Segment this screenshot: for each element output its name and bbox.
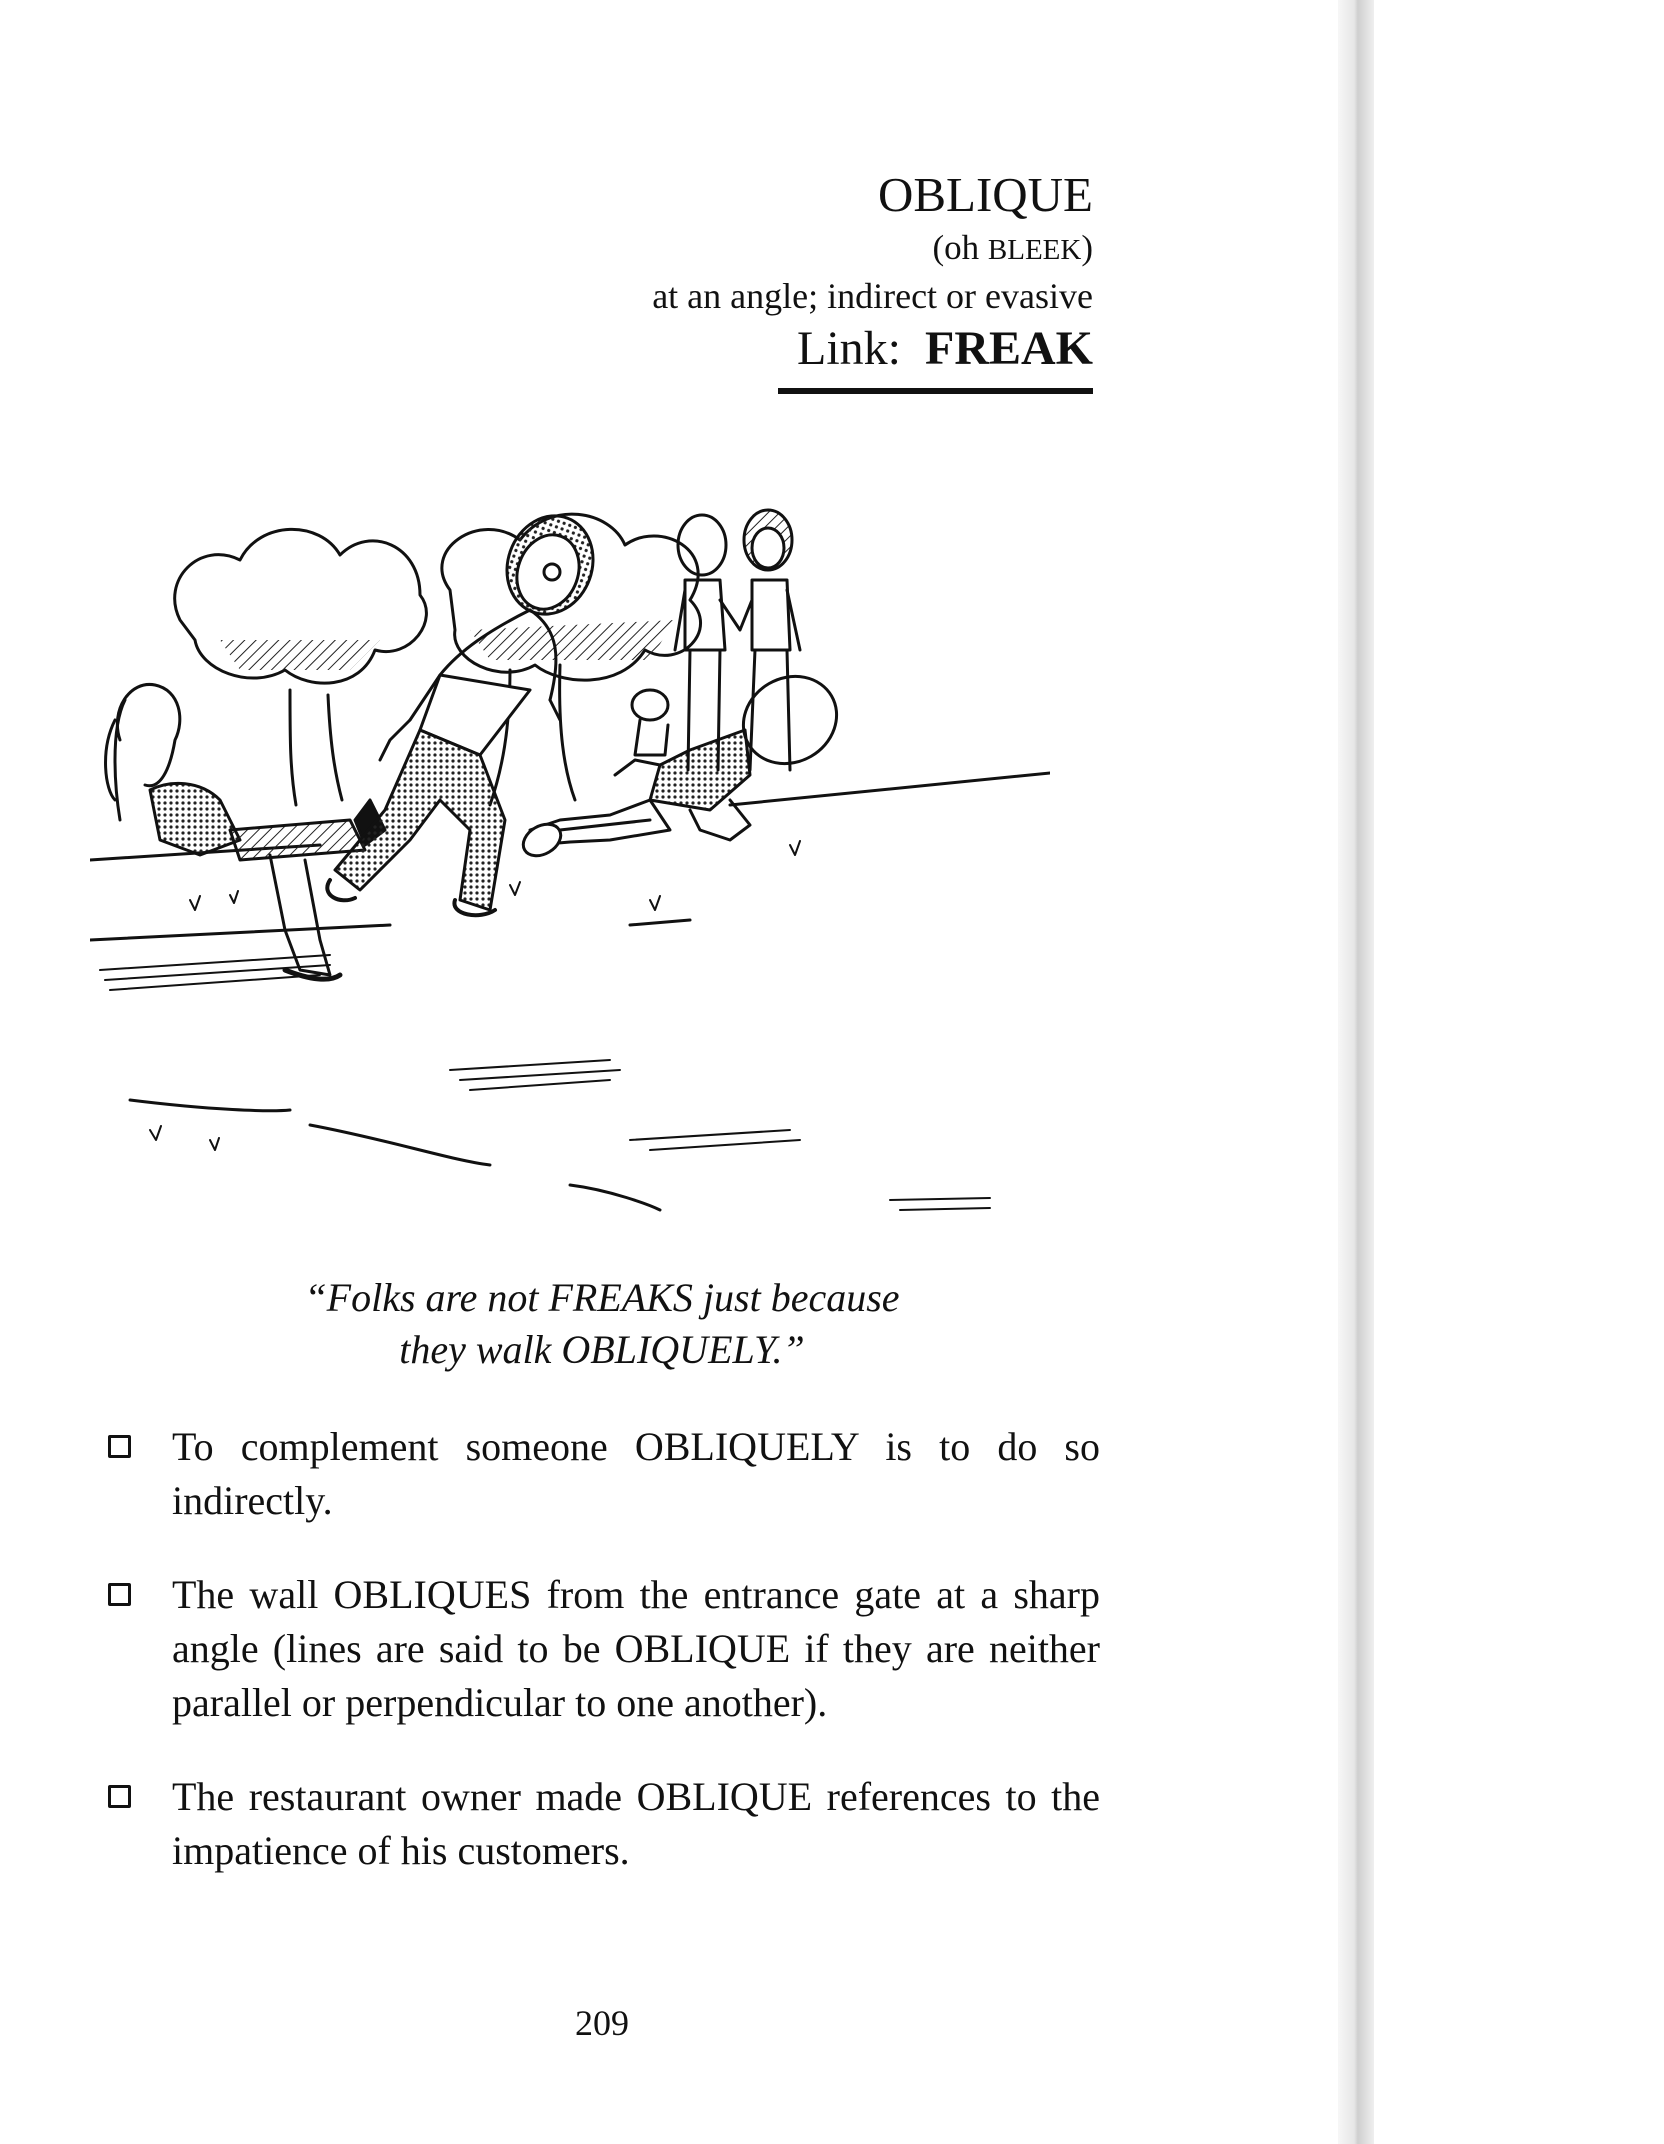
pronunciation-caps: BLEEK (987, 234, 1082, 266)
cartoon-illustration (90, 500, 1050, 1270)
entry-word: OBLIQUE (877, 167, 1093, 222)
example-item (100, 1568, 1100, 1730)
pronunciation (652, 226, 1093, 272)
checkbox-icon (108, 1583, 131, 1606)
page-number: 209 (575, 2003, 629, 2043)
tilted-walker (327, 504, 606, 916)
crawling-kid (518, 660, 853, 862)
pronunciation-close: ) (1081, 228, 1093, 267)
path-edge (130, 1100, 660, 1210)
example-text: To complement someone OBLIQUELY is to do so indirectly. (172, 1424, 1100, 1523)
definition: at an angle; indirect or evasive (652, 276, 1093, 316)
header-underline (778, 388, 1093, 394)
checkbox-icon (108, 1785, 131, 1808)
page-binding-edge (1338, 0, 1374, 2144)
link-label: Link: (797, 322, 901, 375)
example-item (100, 1770, 1100, 1878)
example-list (100, 1420, 1100, 1918)
link-word: FREAK (925, 322, 1093, 375)
tree-left (175, 529, 427, 805)
path-hatching (100, 955, 990, 1210)
example-text: The wall OBLIQUES from the entrance gate at a sharp angle (lines are said to be OBLIQUE if they are neither parallel or perpendicular to one another). (172, 1572, 1100, 1725)
ground-line (90, 770, 1050, 940)
illustration-caption (0, 1272, 1204, 1376)
example-text: The restaurant owner made OBLIQUE references to the impatience of his customers. (172, 1774, 1100, 1873)
checkbox-icon (108, 1435, 131, 1458)
entry-header (652, 166, 1093, 378)
reclining-woman (106, 684, 385, 979)
pronunciation-open: (oh (932, 228, 988, 267)
small-dog (632, 690, 668, 755)
link-line (652, 320, 1093, 378)
caption-line-2: they walk OBLIQUELY.” (399, 1327, 805, 1372)
example-item (100, 1420, 1100, 1528)
caption-line-1: “Folks are not FREAKS just because (304, 1275, 900, 1320)
